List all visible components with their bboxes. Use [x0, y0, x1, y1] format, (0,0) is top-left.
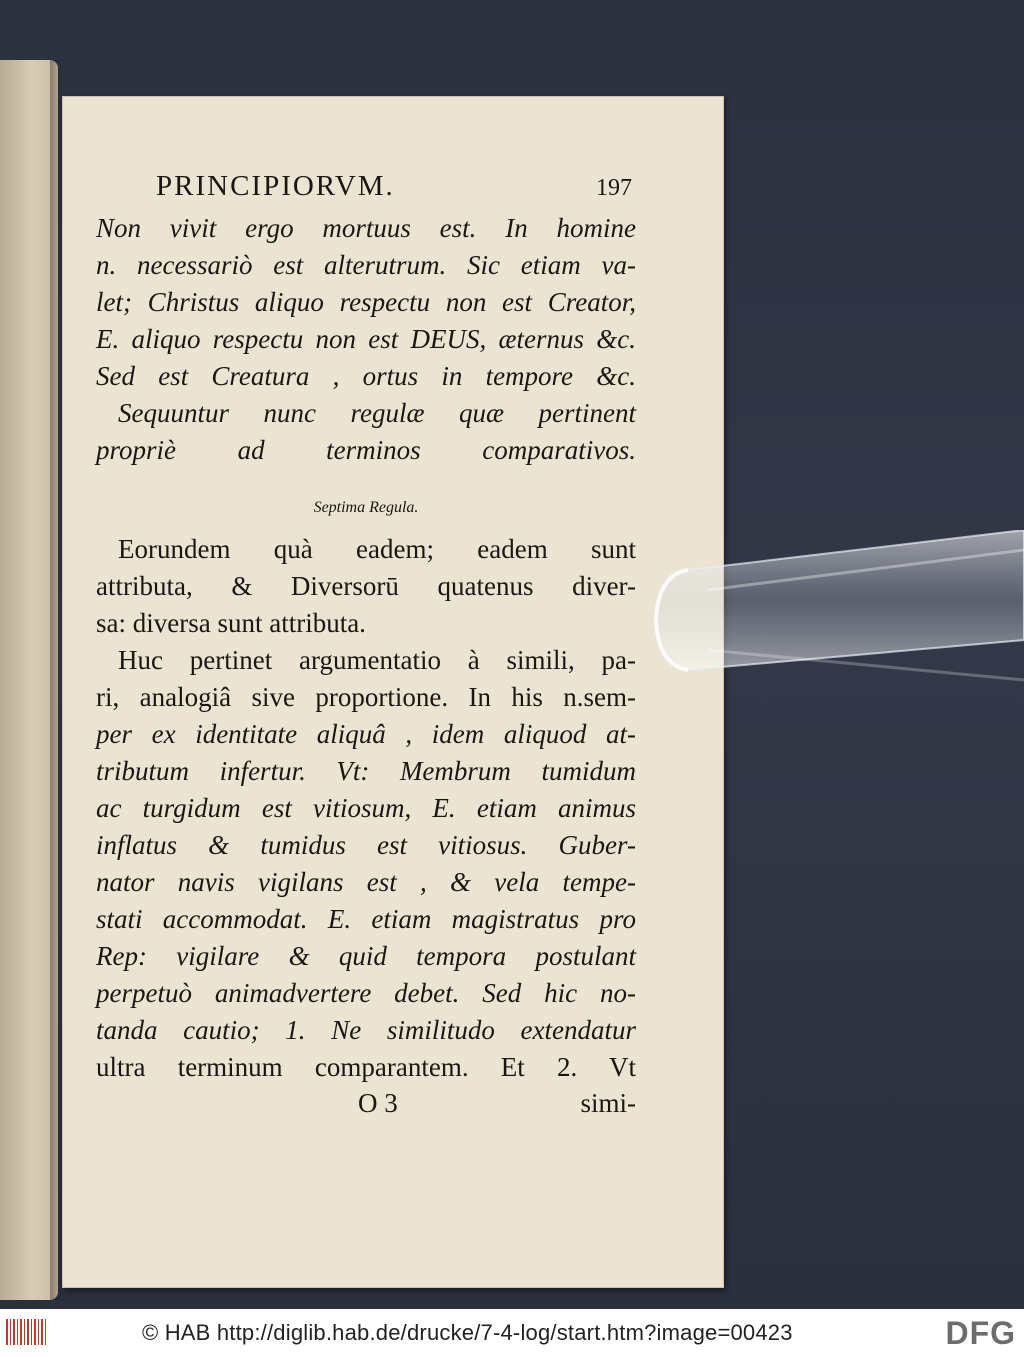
copyright-link[interactable]: © HAB http://diglib.hab.de/drucke/7-4-log/start.htm?image=00423	[142, 1320, 793, 1345]
text-line: per ex identitate aliquâ , idem aliquod at-	[96, 719, 636, 749]
text-line: ac turgidum est vitiosum, E. etiam animus	[96, 793, 636, 823]
text-line: perpetuò animadvertere debet. Sed hic no-	[96, 978, 636, 1008]
text-line: tributum infertur. Vt: Membrum tumidum	[96, 756, 636, 786]
text-line: Huc pertinet argumentatio à simili, pa-	[118, 645, 636, 675]
page-text	[96, 170, 636, 1128]
text-line: stati accommodat. E. etiam magistratus pro	[96, 904, 636, 934]
text-line: Rep: vigilare & quid tempora postulant	[96, 941, 636, 971]
text-line: inflatus & tumidus est vitiosus. Guber-	[96, 830, 636, 860]
text-line: Septima Regula.	[313, 499, 419, 516]
text-line: E. aliquo respectu non est DEUS, æternus &c.	[96, 324, 636, 354]
catchword: simi-	[580, 1088, 636, 1118]
spacer	[96, 469, 636, 481]
footer-bar	[0, 1309, 1024, 1357]
glass-clamp	[648, 530, 1024, 710]
running-head-title: PRINCIPIORVM.	[156, 170, 395, 202]
page-number: 197	[596, 175, 632, 201]
text-line: ri, analogiâ sive proportione. In his n.sem-	[96, 682, 636, 712]
text-line: tanda cautio; 1. Ne similitudo extendatur	[96, 1015, 636, 1045]
gutter-shadow	[50, 60, 62, 1300]
signature-mark: O 3	[358, 1088, 398, 1118]
text-line: ultra terminum comparantem. Et 2. Vt	[96, 1052, 636, 1082]
running-head	[156, 170, 636, 210]
text-line: Sed est Creatura , ortus in tempore &c.	[96, 361, 636, 391]
text-line: sa: diversa sunt attributa.	[96, 608, 366, 638]
dfg-logo: DFG	[945, 1315, 1016, 1351]
hab-barcode-icon	[6, 1319, 46, 1345]
text-line: let; Christus aliquo respectu non est Creator,	[96, 287, 636, 317]
text-line: propriè ad terminos comparativos.	[96, 435, 636, 465]
text-line: n. necessariò est alterutrum. Sic etiam va-	[96, 250, 636, 280]
text-line: Non vivit ergo mortuus est. In homine	[96, 213, 636, 243]
text-line: Eorundem quà eadem; eadem sunt	[118, 534, 636, 564]
text-line: attributa, & Diversorū quatenus diver-	[96, 571, 636, 601]
text-line: nator navis vigilans est , & vela tempe-	[96, 867, 636, 897]
page-foot	[96, 1088, 636, 1128]
text-lines	[96, 210, 636, 1086]
text-line: Sequuntur nunc regulæ quæ pertinent	[118, 398, 636, 428]
